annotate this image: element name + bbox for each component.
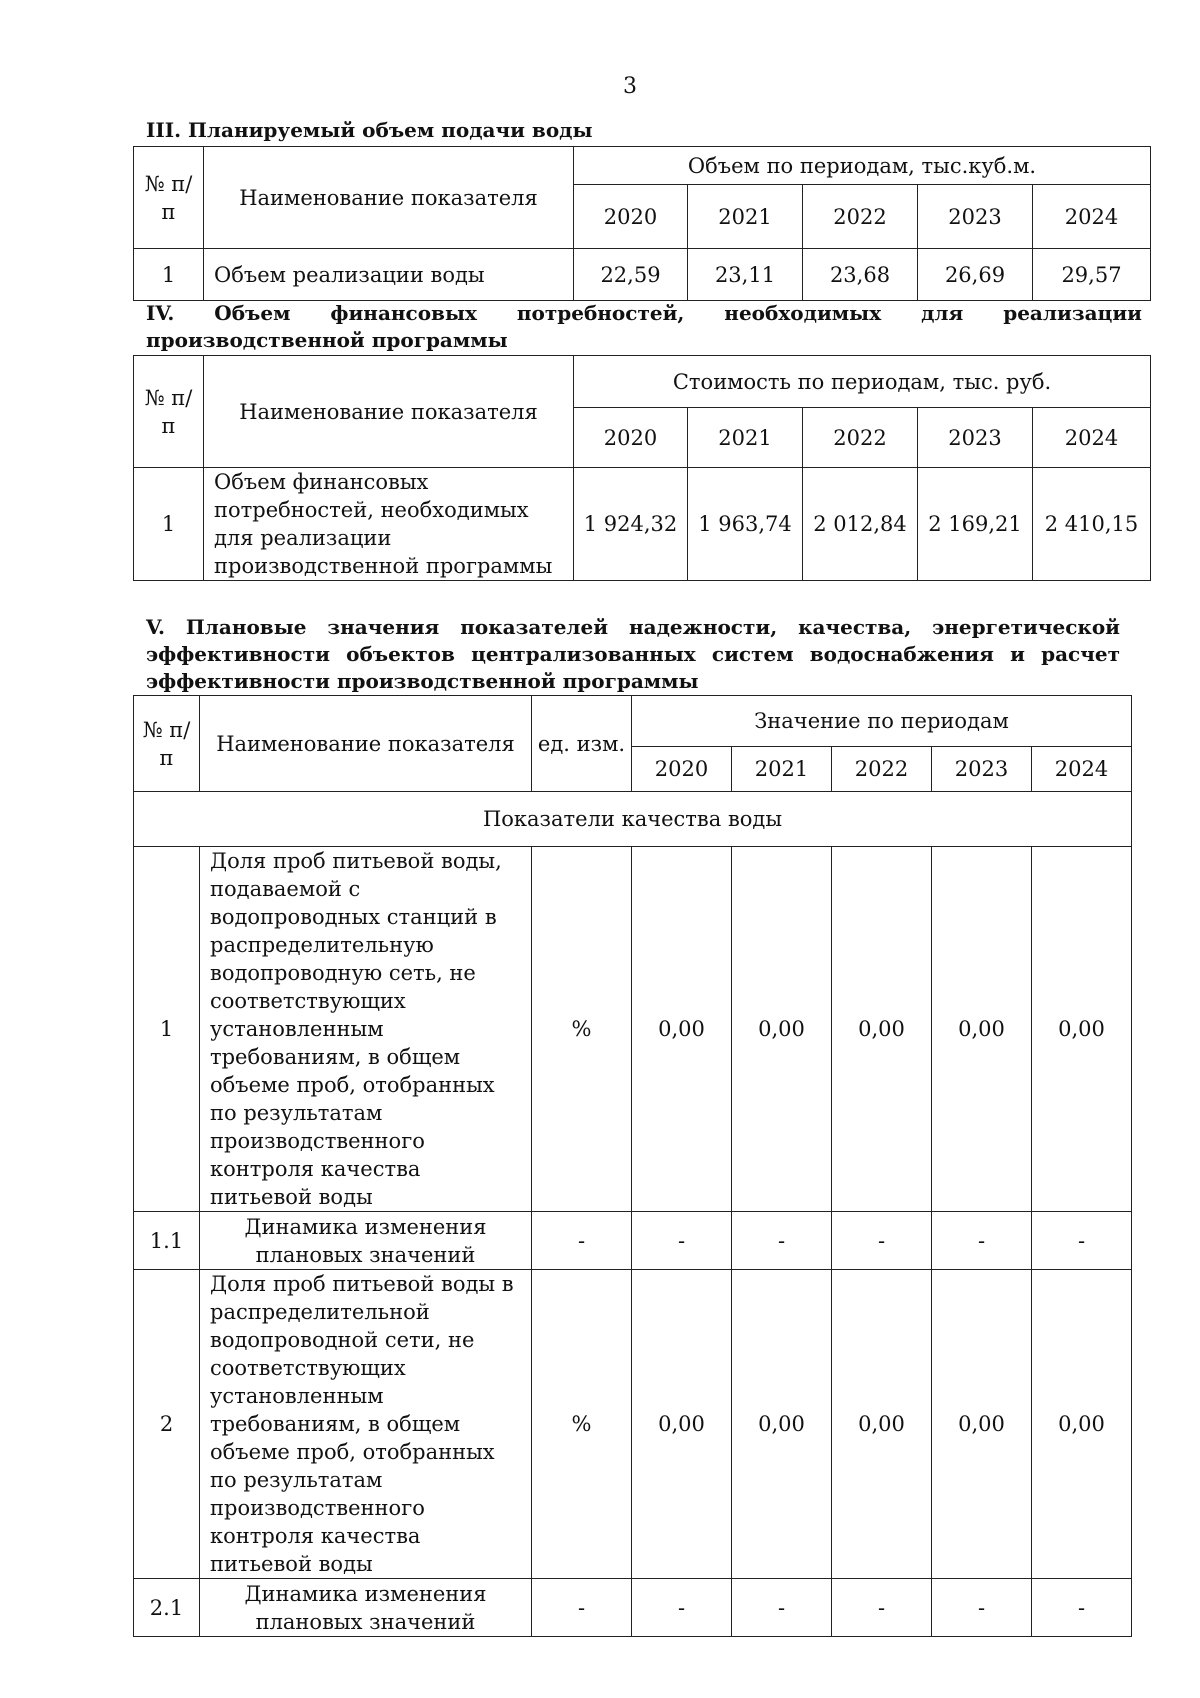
row-value: 26,69 (918, 249, 1033, 301)
section-4-table (133, 355, 1151, 581)
header-num: № п/п (134, 356, 204, 468)
header-year: 2021 (732, 747, 832, 792)
row-value: 1 924,32 (574, 468, 688, 581)
table-row (134, 847, 1132, 1212)
row-unit: - (532, 1212, 632, 1270)
header-periods: Стоимость по периодам, тыс. руб. (574, 356, 1151, 408)
table-row (134, 1270, 1132, 1579)
row-num: 2.1 (134, 1579, 200, 1637)
row-num: 2 (134, 1270, 200, 1579)
header-year: 2024 (1032, 747, 1132, 792)
row-value: 23,68 (803, 249, 918, 301)
row-value: - (732, 1212, 832, 1270)
header-year: 2023 (918, 185, 1033, 249)
section-5-title-line: V. Плановые значения показателей надежности, качества, энергетической (146, 615, 1120, 639)
header-unit: ед. изм. (532, 696, 632, 792)
row-unit: % (532, 847, 632, 1212)
header-year: 2022 (803, 408, 918, 468)
header-year: 2024 (1033, 408, 1151, 468)
row-value: - (632, 1579, 732, 1637)
section-3-table (133, 146, 1151, 301)
row-unit: - (532, 1579, 632, 1637)
row-name: Доля проб питьевой воды, подаваемой с водопроводных станций в распределительную водопроводную сеть, не соответствующих установленным требованиям, в общем объеме проб, отобранных по результатам производственного контроля качества питьевой воды (200, 847, 532, 1212)
row-num: 1 (134, 249, 204, 301)
row-num: 1 (134, 847, 200, 1212)
row-num: 1 (134, 468, 204, 581)
row-value: 2 410,15 (1033, 468, 1151, 581)
row-value: 1 963,74 (688, 468, 803, 581)
row-name: Объем реализации воды (204, 249, 574, 301)
row-value: - (832, 1212, 932, 1270)
row-value: 29,57 (1033, 249, 1151, 301)
row-name: Динамика изменения плановых значений (200, 1212, 532, 1270)
header-year: 2020 (632, 747, 732, 792)
row-value: 23,11 (688, 249, 803, 301)
row-value: - (932, 1212, 1032, 1270)
row-value: 0,00 (932, 1270, 1032, 1579)
row-value: 0,00 (632, 1270, 732, 1579)
row-value: - (932, 1579, 1032, 1637)
row-unit: % (532, 1270, 632, 1579)
row-value: 2 012,84 (803, 468, 918, 581)
row-value: 0,00 (732, 847, 832, 1212)
row-name: Объем финансовых потребностей, необходимых для реализации производственной программы (204, 468, 574, 581)
section-3-title: III. Планируемый объем подачи воды (146, 118, 593, 142)
section-5-table (133, 695, 1132, 1637)
header-year: 2022 (832, 747, 932, 792)
section-5-title-line: эффективности производственной программы (146, 669, 699, 693)
row-value: 0,00 (1032, 847, 1132, 1212)
subsection-header: Показатели качества воды (134, 792, 1132, 847)
header-num: № п/п (134, 696, 200, 792)
row-value: 0,00 (932, 847, 1032, 1212)
row-value: 0,00 (632, 847, 732, 1212)
table-row (134, 1212, 1132, 1270)
table-row (134, 468, 1151, 581)
row-value: - (1032, 1212, 1132, 1270)
row-name: Доля проб питьевой воды в распределительной водопроводной сети, не соответствующих установленным требованиям, в общем объеме проб, отобранных по результатам производственного контроля качества питьевой воды (200, 1270, 532, 1579)
header-year: 2023 (932, 747, 1032, 792)
section-4-title: IV. Объем финансовых потребностей, необходимых для реализации производственной программы (146, 301, 1142, 352)
header-periods: Объем по периодам, тыс.куб.м. (574, 147, 1151, 185)
row-value: - (732, 1579, 832, 1637)
row-value: 22,59 (574, 249, 688, 301)
row-name: Динамика изменения плановых значений (200, 1579, 532, 1637)
row-value: 0,00 (832, 1270, 932, 1579)
row-value: - (1032, 1579, 1132, 1637)
page-number: 3 (623, 74, 637, 99)
table-row (134, 1579, 1132, 1637)
row-value: - (632, 1212, 732, 1270)
header-year: 2023 (918, 408, 1033, 468)
row-value: - (832, 1579, 932, 1637)
section-5-title (146, 614, 1120, 695)
header-num: № п/п (134, 147, 204, 249)
header-year: 2020 (574, 185, 688, 249)
header-name: Наименование показателя (204, 356, 574, 468)
header-periods: Значение по периодам (632, 696, 1132, 747)
header-year: 2020 (574, 408, 688, 468)
section-5-title-line: эффективности объектов централизованных систем водоснабжения и расчет (146, 642, 1120, 666)
row-num: 1.1 (134, 1212, 200, 1270)
header-name: Наименование показателя (200, 696, 532, 792)
header-year: 2022 (803, 185, 918, 249)
header-name: Наименование показателя (204, 147, 574, 249)
row-value: 0,00 (1032, 1270, 1132, 1579)
header-year: 2021 (688, 408, 803, 468)
header-year: 2024 (1033, 185, 1151, 249)
table-row (134, 249, 1151, 301)
row-value: 0,00 (732, 1270, 832, 1579)
row-value: 0,00 (832, 847, 932, 1212)
header-year: 2021 (688, 185, 803, 249)
row-value: 2 169,21 (918, 468, 1033, 581)
